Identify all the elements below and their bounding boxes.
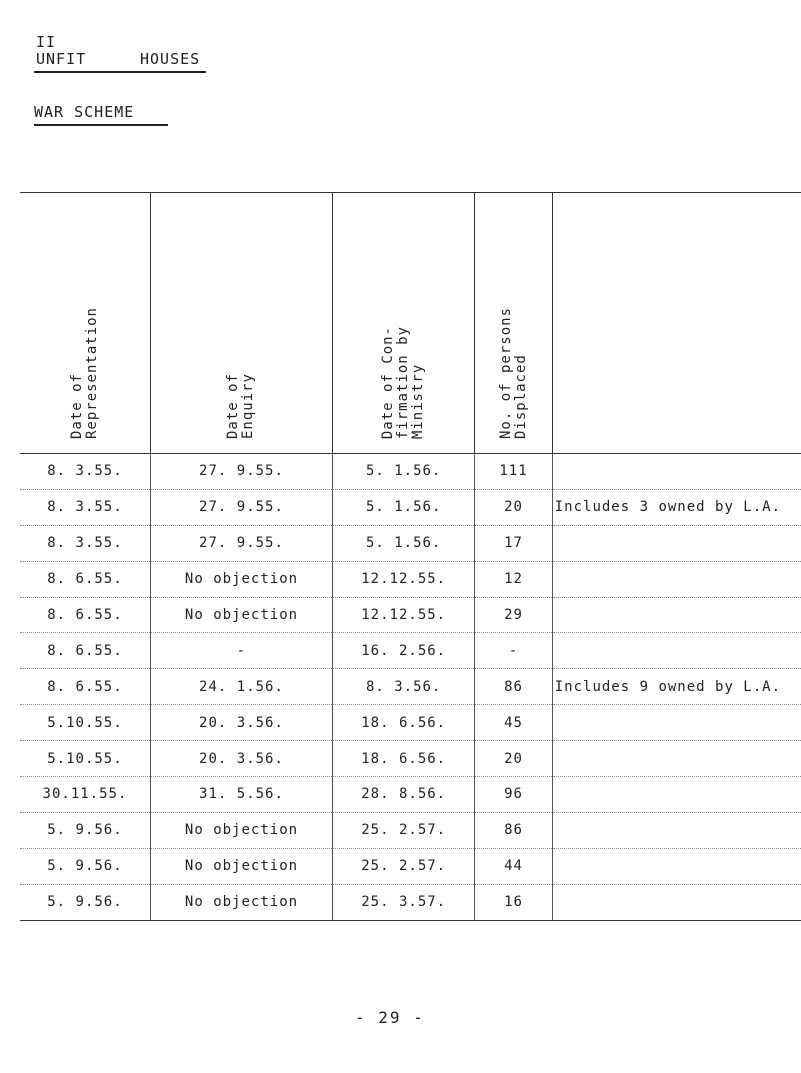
- persons-displaced: 86: [475, 669, 552, 705]
- table-row: [20, 884, 801, 920]
- date-of-enquiry: No objection: [150, 884, 332, 920]
- column-header-remarks: [552, 193, 801, 454]
- table-row: [20, 489, 801, 525]
- remarks: [552, 884, 801, 920]
- title-houses: HOUSES: [140, 50, 201, 68]
- remarks: [552, 848, 801, 884]
- date-of-representation: 8. 3.55.: [20, 454, 150, 490]
- persons-displaced: 20: [475, 741, 552, 777]
- date-of-enquiry: No objection: [150, 848, 332, 884]
- subtitle-underline: [34, 124, 168, 126]
- date-of-confirmation: 5. 1.56.: [333, 525, 475, 561]
- table-row: [20, 669, 801, 705]
- date-of-enquiry: 31. 5.56.: [150, 777, 332, 813]
- section-number: II: [36, 33, 57, 51]
- table-row: [20, 454, 801, 490]
- title-underline: [34, 71, 206, 73]
- date-of-representation: 8. 6.55.: [20, 633, 150, 669]
- date-of-representation: 5. 9.56.: [20, 812, 150, 848]
- persons-displaced: 17: [475, 525, 552, 561]
- table-row: [20, 597, 801, 633]
- date-of-enquiry: 27. 9.55.: [150, 489, 332, 525]
- persons-displaced: 16: [475, 884, 552, 920]
- remarks: [552, 705, 801, 741]
- remarks: [552, 597, 801, 633]
- remarks: [552, 633, 801, 669]
- date-of-representation: 8. 3.55.: [20, 525, 150, 561]
- date-of-representation: 8. 6.55.: [20, 561, 150, 597]
- date-of-enquiry: No objection: [150, 812, 332, 848]
- persons-displaced: 45: [475, 705, 552, 741]
- date-of-confirmation: 5. 1.56.: [333, 489, 475, 525]
- persons-displaced: 20: [475, 489, 552, 525]
- remarks: Includes 9 owned by L.A.: [552, 669, 801, 705]
- remarks: [552, 561, 801, 597]
- date-of-confirmation: 25. 2.57.: [333, 848, 475, 884]
- persons-displaced: 86: [475, 812, 552, 848]
- subtitle-war-scheme: WAR SCHEME: [34, 103, 135, 121]
- date-of-confirmation: 12.12.55.: [333, 561, 475, 597]
- table-row: [20, 525, 801, 561]
- date-of-confirmation: 25. 2.57.: [333, 812, 475, 848]
- remarks: [552, 741, 801, 777]
- column-header-confirmation: Date of Con- firmation by Ministry: [333, 193, 475, 454]
- date-of-enquiry: No objection: [150, 597, 332, 633]
- date-of-confirmation: 18. 6.56.: [333, 741, 475, 777]
- table-row: [20, 812, 801, 848]
- date-of-enquiry: 27. 9.55.: [150, 454, 332, 490]
- date-of-representation: 8. 3.55.: [20, 489, 150, 525]
- date-of-representation: 8. 6.55.: [20, 669, 150, 705]
- persons-displaced: 111: [475, 454, 552, 490]
- title-unfit: UNFIT: [36, 50, 87, 68]
- date-of-representation: 8. 6.55.: [20, 597, 150, 633]
- table-row: [20, 777, 801, 813]
- column-header-enquiry: Date of Enquiry: [150, 193, 332, 454]
- date-of-representation: 30.11.55.: [20, 777, 150, 813]
- date-of-confirmation: 28. 8.56.: [333, 777, 475, 813]
- persons-displaced: 96: [475, 777, 552, 813]
- date-of-enquiry: 24. 1.56.: [150, 669, 332, 705]
- date-of-enquiry: No objection: [150, 561, 332, 597]
- date-of-representation: 5. 9.56.: [20, 848, 150, 884]
- date-of-enquiry: 20. 3.56.: [150, 705, 332, 741]
- page-number: - 29 -: [355, 1008, 425, 1027]
- date-of-confirmation: 8. 3.56.: [333, 669, 475, 705]
- remarks: [552, 777, 801, 813]
- date-of-confirmation: 5. 1.56.: [333, 454, 475, 490]
- remarks: Includes 3 owned by L.A.: [552, 489, 801, 525]
- table-row: [20, 561, 801, 597]
- remarks: [552, 812, 801, 848]
- remarks: [552, 454, 801, 490]
- column-header-persons-displaced: No. of persons Displaced: [475, 193, 552, 454]
- persons-displaced: 12: [475, 561, 552, 597]
- date-of-representation: 5.10.55.: [20, 741, 150, 777]
- persons-displaced: 29: [475, 597, 552, 633]
- date-of-confirmation: 25. 3.57.: [333, 884, 475, 920]
- column-header-representation: Date of Representation: [20, 193, 150, 454]
- date-of-confirmation: 12.12.55.: [333, 597, 475, 633]
- date-of-representation: 5. 9.56.: [20, 884, 150, 920]
- remarks: [552, 525, 801, 561]
- persons-displaced: 44: [475, 848, 552, 884]
- date-of-enquiry: 27. 9.55.: [150, 525, 332, 561]
- persons-displaced: -: [475, 633, 552, 669]
- unfit-houses-table: [20, 192, 801, 921]
- table-row: [20, 848, 801, 884]
- date-of-enquiry: 20. 3.56.: [150, 741, 332, 777]
- table-row: [20, 633, 801, 669]
- table-row: [20, 705, 801, 741]
- table-header-row: [20, 193, 801, 454]
- table-row: [20, 741, 801, 777]
- date-of-confirmation: 16. 2.56.: [333, 633, 475, 669]
- date-of-enquiry: -: [150, 633, 332, 669]
- date-of-confirmation: 18. 6.56.: [333, 705, 475, 741]
- date-of-representation: 5.10.55.: [20, 705, 150, 741]
